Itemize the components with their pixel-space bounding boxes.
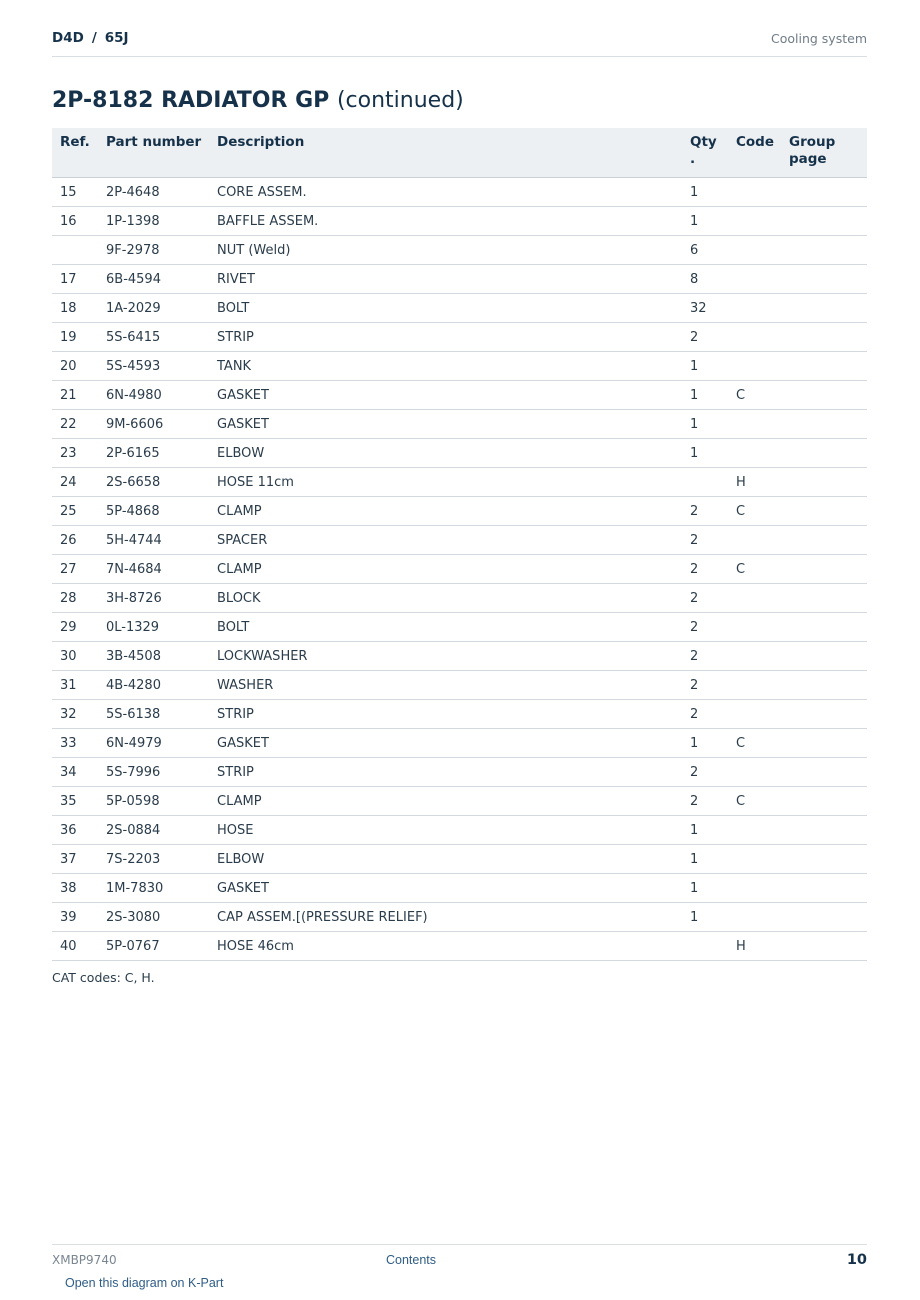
cell-part-number: 6N-4979 (98, 729, 209, 758)
cell-ref: 34 (52, 758, 98, 787)
cell-group-page (781, 323, 867, 352)
table-row (52, 787, 867, 816)
machine-model-breadcrumb (52, 30, 129, 46)
cell-part-number: 9M-6606 (98, 410, 209, 439)
cell-code: H (728, 932, 781, 961)
cell-part-number: 1M-7830 (98, 874, 209, 903)
cell-qty: 2 (682, 642, 728, 671)
cell-ref: 17 (52, 265, 98, 294)
cell-part-number: 6N-4980 (98, 381, 209, 410)
section-name: Cooling system (771, 31, 867, 46)
cell-part-number: 3B-4508 (98, 642, 209, 671)
cell-part-number: 5P-0598 (98, 787, 209, 816)
col-header-group-page (781, 128, 867, 178)
cat-codes-note: CAT codes: C, H. (52, 970, 155, 985)
qty-header-line2: . (690, 151, 696, 167)
cell-group-page (781, 294, 867, 323)
page-number: 10 (846, 1252, 867, 1268)
cell-code (728, 816, 781, 845)
cell-part-number: 5S-6415 (98, 323, 209, 352)
cell-description: HOSE (209, 816, 682, 845)
table-row (52, 903, 867, 932)
cell-ref: 23 (52, 439, 98, 468)
cell-description: BOLT (209, 613, 682, 642)
table-row (52, 526, 867, 555)
cell-group-page (781, 555, 867, 584)
cell-code (728, 700, 781, 729)
table-row (52, 729, 867, 758)
cell-part-number: 2S-0884 (98, 816, 209, 845)
table-header-row (52, 128, 867, 178)
cell-ref: 32 (52, 700, 98, 729)
cell-code (728, 584, 781, 613)
cell-description: CORE ASSEM. (209, 178, 682, 207)
cell-qty: 1 (682, 352, 728, 381)
cell-part-number: 5S-4593 (98, 352, 209, 381)
cell-qty: 1 (682, 381, 728, 410)
cell-code: C (728, 555, 781, 584)
table-row (52, 816, 867, 845)
cell-part-number: 5S-7996 (98, 758, 209, 787)
cell-code: C (728, 787, 781, 816)
cell-description: BOLT (209, 294, 682, 323)
cell-qty (682, 468, 728, 497)
cell-code (728, 642, 781, 671)
cell-qty: 1 (682, 207, 728, 236)
cell-code (728, 758, 781, 787)
table-row (52, 323, 867, 352)
cell-description: TANK (209, 352, 682, 381)
cell-qty: 1 (682, 903, 728, 932)
cell-description: BLOCK (209, 584, 682, 613)
contents-link[interactable]: Contents (386, 1253, 437, 1267)
cell-code: C (728, 381, 781, 410)
cell-description: LOCKWASHER (209, 642, 682, 671)
cell-group-page (781, 642, 867, 671)
cell-qty: 2 (682, 526, 728, 555)
cell-ref: 21 (52, 381, 98, 410)
cell-part-number: 2P-6165 (98, 439, 209, 468)
cell-description: GASKET (209, 381, 682, 410)
cell-part-number: 2S-3080 (98, 903, 209, 932)
qty-header-line1: Qty (690, 134, 717, 150)
cell-group-page (781, 207, 867, 236)
cell-group-page (781, 526, 867, 555)
table-row (52, 700, 867, 729)
col-header-part-number: Part number (98, 128, 209, 178)
cell-description: GASKET (209, 729, 682, 758)
table-row (52, 613, 867, 642)
cell-group-page (781, 410, 867, 439)
cell-qty: 1 (682, 845, 728, 874)
cell-qty: 1 (682, 729, 728, 758)
cell-description: STRIP (209, 700, 682, 729)
table-row (52, 410, 867, 439)
cell-part-number: 5H-4744 (98, 526, 209, 555)
cell-description: CLAMP (209, 555, 682, 584)
parts-table (52, 128, 867, 961)
cell-part-number: 1A-2029 (98, 294, 209, 323)
cell-qty: 2 (682, 584, 728, 613)
col-header-qty (682, 128, 728, 178)
cell-group-page (781, 236, 867, 265)
cell-code (728, 323, 781, 352)
cell-part-number: 7S-2203 (98, 845, 209, 874)
cell-code: C (728, 729, 781, 758)
cell-qty: 2 (682, 613, 728, 642)
cell-ref: 29 (52, 613, 98, 642)
cell-qty: 1 (682, 178, 728, 207)
cell-ref: 22 (52, 410, 98, 439)
cell-code (728, 671, 781, 700)
table-row (52, 555, 867, 584)
table-row (52, 874, 867, 903)
cell-qty: 2 (682, 323, 728, 352)
cell-group-page (781, 874, 867, 903)
cell-qty: 8 (682, 265, 728, 294)
cell-qty: 1 (682, 410, 728, 439)
cell-ref: 40 (52, 932, 98, 961)
cell-group-page (781, 468, 867, 497)
table-row (52, 381, 867, 410)
cell-ref: 28 (52, 584, 98, 613)
cell-part-number: 2P-4648 (98, 178, 209, 207)
cell-group-page (781, 439, 867, 468)
cell-part-number: 2S-6658 (98, 468, 209, 497)
cell-group-page (781, 497, 867, 526)
continued-label: (continued) (336, 88, 464, 113)
cell-code (728, 526, 781, 555)
page-title (52, 88, 464, 113)
cell-qty: 2 (682, 671, 728, 700)
cell-code (728, 178, 781, 207)
open-diagram-link[interactable]: Open this diagram on K-Part (65, 1276, 224, 1290)
cell-group-page (781, 845, 867, 874)
table-row (52, 207, 867, 236)
cell-code (728, 410, 781, 439)
col-header-description: Description (209, 128, 682, 178)
cell-ref: 24 (52, 468, 98, 497)
cell-group-page (781, 700, 867, 729)
cell-part-number: 5S-6138 (98, 700, 209, 729)
cell-description: ELBOW (209, 845, 682, 874)
group-header-line1: Group (789, 134, 836, 150)
cell-group-page (781, 903, 867, 932)
cell-group-page (781, 584, 867, 613)
cell-code (728, 845, 781, 874)
parts-table-body (52, 178, 867, 961)
col-header-ref: Ref. (52, 128, 98, 178)
cell-code (728, 294, 781, 323)
cell-group-page (781, 729, 867, 758)
table-row (52, 584, 867, 613)
table-row (52, 932, 867, 961)
footer-divider (52, 1244, 867, 1245)
cell-description: CLAMP (209, 787, 682, 816)
group-header-line2: page (789, 151, 827, 167)
cell-ref: 33 (52, 729, 98, 758)
cell-part-number: 7N-4684 (98, 555, 209, 584)
cell-code (728, 874, 781, 903)
serial-prefix-label: 65J (104, 30, 129, 46)
cell-ref: 20 (52, 352, 98, 381)
cell-qty: 1 (682, 439, 728, 468)
table-row (52, 497, 867, 526)
cell-part-number: 6B-4594 (98, 265, 209, 294)
cell-code: C (728, 497, 781, 526)
cell-part-number: 3H-8726 (98, 584, 209, 613)
cell-description: NUT (Weld) (209, 236, 682, 265)
model-label: D4D (52, 30, 84, 46)
cell-description: RIVET (209, 265, 682, 294)
cell-ref: 18 (52, 294, 98, 323)
cell-ref: 27 (52, 555, 98, 584)
cell-code (728, 265, 781, 294)
cell-qty: 2 (682, 555, 728, 584)
cell-qty: 6 (682, 236, 728, 265)
cell-part-number: 4B-4280 (98, 671, 209, 700)
cell-ref: 36 (52, 816, 98, 845)
cell-ref: 35 (52, 787, 98, 816)
cell-code (728, 207, 781, 236)
cell-description: STRIP (209, 323, 682, 352)
cell-description: WASHER (209, 671, 682, 700)
cell-ref: 25 (52, 497, 98, 526)
cell-description: GASKET (209, 410, 682, 439)
table-row (52, 294, 867, 323)
table-row (52, 178, 867, 207)
cell-ref: 16 (52, 207, 98, 236)
table-row (52, 265, 867, 294)
cell-description: HOSE 11cm (209, 468, 682, 497)
cell-description: CAP ASSEM.[(PRESSURE RELIEF) (209, 903, 682, 932)
cell-ref: 38 (52, 874, 98, 903)
cell-qty: 2 (682, 700, 728, 729)
cell-description: HOSE 46cm (209, 932, 682, 961)
cell-description: GASKET (209, 874, 682, 903)
cell-ref: 30 (52, 642, 98, 671)
cell-code (728, 903, 781, 932)
cell-description: ELBOW (209, 439, 682, 468)
cell-code (728, 439, 781, 468)
cell-group-page (781, 816, 867, 845)
document-id: XMBP9740 (52, 1253, 117, 1267)
cell-description: CLAMP (209, 497, 682, 526)
table-row (52, 845, 867, 874)
page-header (52, 0, 867, 57)
cell-group-page (781, 265, 867, 294)
cell-part-number: 0L-1329 (98, 613, 209, 642)
cell-ref: 19 (52, 323, 98, 352)
cell-part-number: 5P-0767 (98, 932, 209, 961)
cell-part-number: 1P-1398 (98, 207, 209, 236)
cell-qty: 1 (682, 874, 728, 903)
cell-part-number: 5P-4868 (98, 497, 209, 526)
cell-ref: 26 (52, 526, 98, 555)
cell-qty: 1 (682, 816, 728, 845)
cell-description: STRIP (209, 758, 682, 787)
cell-group-page (781, 178, 867, 207)
cell-qty: 2 (682, 758, 728, 787)
cell-code (728, 236, 781, 265)
cell-code: H (728, 468, 781, 497)
cell-group-page (781, 381, 867, 410)
table-row (52, 236, 867, 265)
cell-ref: 31 (52, 671, 98, 700)
cell-group-page (781, 352, 867, 381)
cell-description: BAFFLE ASSEM. (209, 207, 682, 236)
cell-ref: 15 (52, 178, 98, 207)
cell-group-page (781, 671, 867, 700)
cell-group-page (781, 758, 867, 787)
breadcrumb-separator: / (91, 30, 97, 46)
cell-part-number: 9F-2978 (98, 236, 209, 265)
cell-qty: 32 (682, 294, 728, 323)
table-row (52, 758, 867, 787)
col-header-code: Code (728, 128, 781, 178)
cell-ref: 39 (52, 903, 98, 932)
table-row (52, 352, 867, 381)
cell-group-page (781, 932, 867, 961)
cell-qty (682, 932, 728, 961)
cell-code (728, 613, 781, 642)
cell-description: SPACER (209, 526, 682, 555)
group-title: 2P-8182 RADIATOR GP (52, 88, 330, 113)
cell-group-page (781, 787, 867, 816)
table-row (52, 439, 867, 468)
cell-ref (52, 236, 98, 265)
cell-code (728, 352, 781, 381)
table-row (52, 468, 867, 497)
cell-group-page (781, 613, 867, 642)
cell-qty: 2 (682, 497, 728, 526)
cell-qty: 2 (682, 787, 728, 816)
table-row (52, 642, 867, 671)
cell-ref: 37 (52, 845, 98, 874)
table-row (52, 671, 867, 700)
